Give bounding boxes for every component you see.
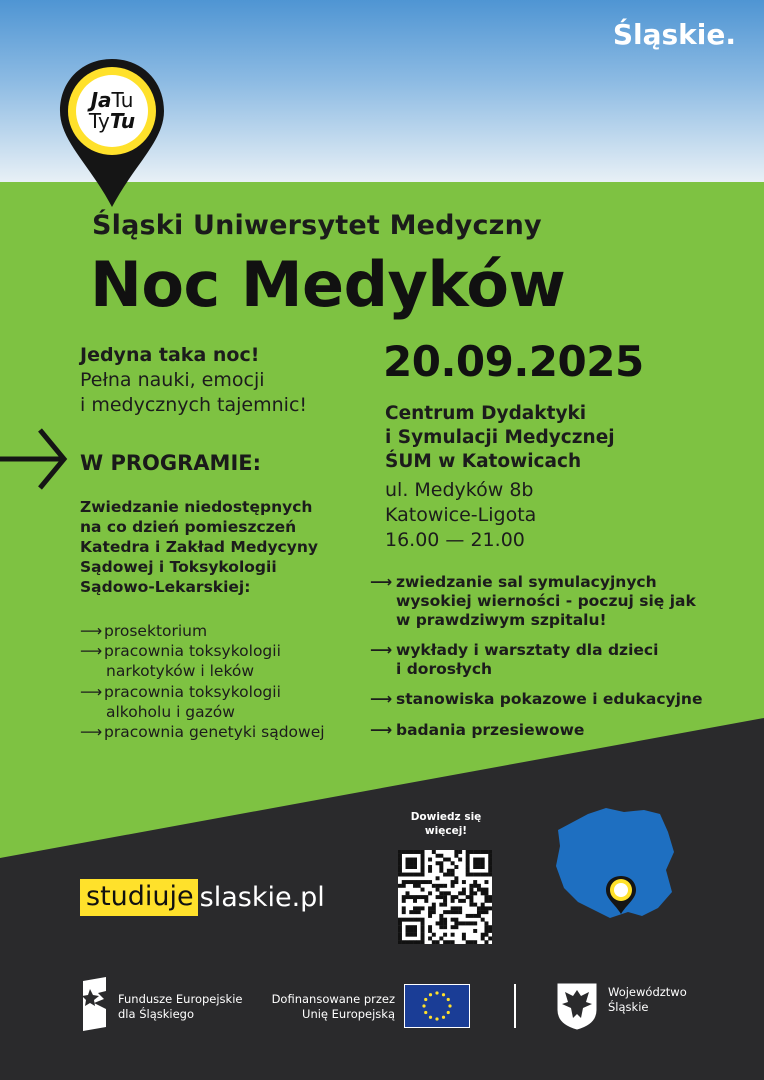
qr-caption-line: więcej! — [424, 825, 468, 837]
page-title: Noc Medyków — [90, 248, 566, 321]
arrow-icon: ⟶ — [370, 573, 393, 591]
footer-divider — [514, 984, 516, 1028]
arrow-icon: ⟶ — [370, 721, 393, 739]
map-pin-icon — [55, 55, 170, 215]
fe-line: dla Śląskiego — [118, 1007, 194, 1021]
eu-star — [447, 998, 450, 1001]
visit-line: Zwiedzanie niedostępnych — [80, 498, 313, 516]
jatu-pin-badge — [55, 55, 170, 215]
eu-star — [429, 1016, 432, 1019]
arrow-icon: ⟶ — [80, 723, 103, 741]
eu-star — [442, 993, 445, 996]
arrow-icon: ⟶ — [80, 683, 103, 701]
tagline-line: i medycznych tajemnic! — [80, 394, 308, 416]
venue-address — [385, 478, 536, 553]
fe-line: Fundusze Europejskie — [118, 992, 243, 1006]
university-name: Śląski Uniwersytet Medyczny — [92, 210, 542, 241]
visit-line: Sądowo-Lekarskiej: — [80, 578, 251, 596]
address-street: ul. Medyków 8b — [385, 479, 534, 501]
eu-label — [270, 992, 395, 1022]
jatu-text — [80, 90, 144, 132]
arrow-icon: ⟶ — [80, 622, 103, 640]
visit-description — [80, 497, 318, 597]
woj-label — [608, 985, 687, 1015]
list-item-text: alkoholu i gazów — [106, 703, 235, 721]
right-list-item — [370, 641, 658, 679]
left-list-item — [80, 682, 281, 722]
left-list-item — [80, 641, 281, 681]
visit-line: Sądowej i Toksykologii — [80, 558, 277, 576]
left-list-item — [80, 722, 325, 742]
list-item-text: i dorosłych — [396, 660, 493, 678]
jatu-ja: Ja — [90, 88, 112, 112]
eu-star — [448, 1004, 451, 1007]
address-city: Katowice-Ligota — [385, 504, 537, 526]
tagline — [80, 368, 307, 418]
eu-star — [429, 993, 432, 996]
list-item-text: pracownia toksykologii — [104, 642, 281, 660]
arrow-icon: ⟶ — [370, 641, 393, 659]
woj-line: Śląskie — [608, 1000, 649, 1014]
list-item-text: badania przesiewowe — [396, 721, 585, 739]
list-item-text: prosektorium — [104, 622, 208, 640]
brand-logo: Śląskie. — [612, 18, 736, 51]
list-item-text: pracownia toksykologii — [104, 683, 281, 701]
eu-star — [422, 1004, 425, 1007]
list-item-text: stanowiska pokazowe i edukacyjne — [396, 690, 703, 708]
visit-line: Katedra i Zakład Medycyny — [80, 538, 318, 556]
right-list-item — [370, 573, 696, 630]
list-item-text: wysokiej wierności - poczuj się jak — [396, 592, 696, 610]
right-list-item — [370, 690, 702, 709]
list-item-text: w prawdziwym szpitalu! — [396, 611, 607, 629]
qr-code[interactable] — [398, 850, 492, 944]
eu-star — [435, 1017, 438, 1020]
eu-line: Unię Europejską — [302, 1007, 395, 1021]
fe-label — [118, 992, 242, 1022]
poland-map — [548, 800, 688, 925]
pin-center — [614, 883, 628, 897]
arrow-icon: ⟶ — [370, 690, 393, 708]
left-list-item — [80, 621, 207, 641]
jatu-ty: Ty — [88, 109, 110, 133]
big-arrow-icon — [0, 424, 70, 494]
eu-flag-icon — [404, 984, 470, 1028]
qr-caption — [398, 810, 494, 838]
venue-line: ŚUM w Katowicach — [385, 451, 582, 472]
website-link[interactable] — [80, 878, 325, 916]
list-item-text: wykłady i warsztaty dla dzieci — [396, 641, 659, 659]
list-item-text: pracownia genetyki sądowej — [104, 723, 325, 741]
tagline-bold: Jedyna taka noc! — [80, 344, 260, 366]
list-item-text: narkotyków i leków — [106, 662, 255, 680]
website-domain: slaskie.pl — [199, 881, 325, 913]
eu-line: Dofinansowane przez — [271, 992, 395, 1006]
eu-star — [424, 998, 427, 1001]
event-date: 20.09.2025 — [383, 337, 644, 386]
woj-line: Województwo — [608, 985, 687, 999]
right-list-item — [370, 721, 584, 740]
website-highlight: studiuje — [80, 879, 198, 916]
jatu-tu: Tu — [111, 88, 134, 112]
qr-caption-line: Dowiedz się — [410, 811, 482, 823]
fe-logo-icon — [80, 975, 110, 1033]
eu-star — [447, 1011, 450, 1014]
program-heading: W PROGRAMIE: — [80, 451, 262, 475]
venue-name — [385, 402, 615, 474]
eu-star — [424, 1011, 427, 1014]
eu-star — [442, 1016, 445, 1019]
jatu-tu2: Tu — [109, 109, 136, 133]
visit-line: na co dzień pomieszczeń — [80, 518, 297, 536]
event-hours: 16.00 — 21.00 — [385, 529, 525, 551]
venue-line: i Symulacji Medycznej — [385, 427, 615, 448]
eu-star — [435, 991, 438, 994]
venue-line: Centrum Dydaktyki — [385, 403, 587, 424]
eagle-crest-icon — [556, 982, 598, 1030]
arrow-icon: ⟶ — [80, 642, 103, 660]
tagline-line: Pełna nauki, emocji — [80, 369, 265, 391]
list-item-text: zwiedzanie sal symulacyjnych — [396, 573, 657, 591]
